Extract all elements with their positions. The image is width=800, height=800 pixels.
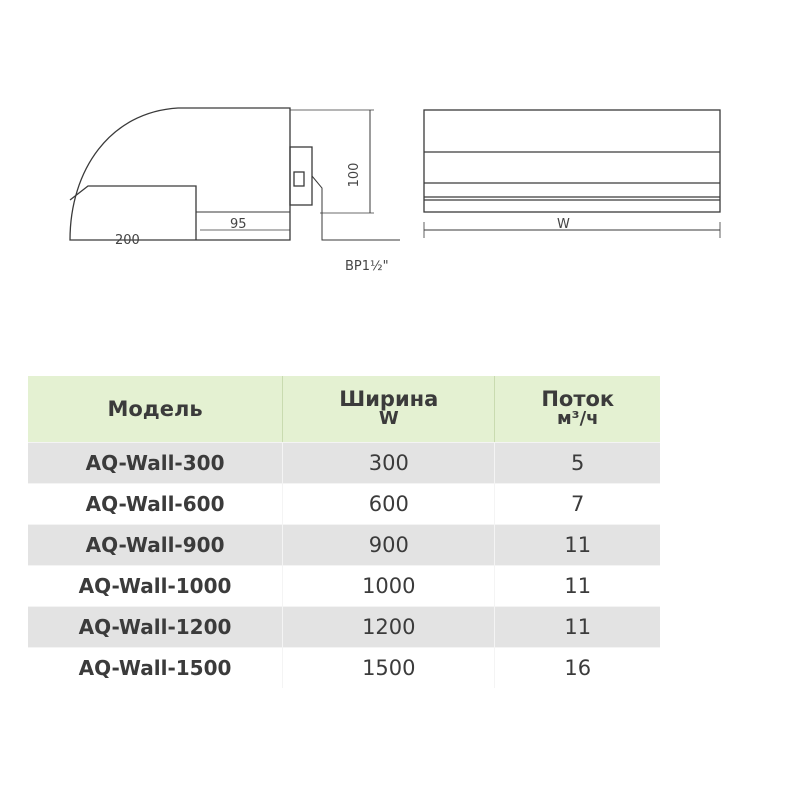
header-width xyxy=(282,376,494,442)
width-cell: 300 xyxy=(282,442,494,483)
dim-depth-label: 200 xyxy=(115,233,140,248)
width-cell: 1500 xyxy=(282,647,494,688)
table-row xyxy=(28,524,660,565)
flow-cell: 11 xyxy=(494,565,660,606)
table-header-row xyxy=(28,376,660,442)
nozzle-slot xyxy=(70,186,196,240)
header-flow-unit: м³/ч xyxy=(556,408,599,429)
spec-table xyxy=(28,376,660,688)
header-flow-label: Поток xyxy=(541,387,615,411)
flow-cell: 5 xyxy=(494,442,660,483)
header-width-label: Ширина xyxy=(339,387,439,411)
width-cell: 600 xyxy=(282,483,494,524)
flow-cell: 7 xyxy=(494,483,660,524)
connector-fitting xyxy=(290,147,312,205)
flow-cell: 11 xyxy=(494,524,660,565)
width-cell: 1200 xyxy=(282,606,494,647)
width-cell: 1000 xyxy=(282,565,494,606)
model-cell: AQ-Wall-600 xyxy=(28,483,282,524)
model-cell: AQ-Wall-900 xyxy=(28,524,282,565)
model-cell: AQ-Wall-1200 xyxy=(28,606,282,647)
table-row xyxy=(28,565,660,606)
model-cell: AQ-Wall-1500 xyxy=(28,647,282,688)
table-row xyxy=(28,606,660,647)
thread-label: ВР1½" xyxy=(345,259,389,274)
technical-drawing xyxy=(0,0,800,300)
header-flow xyxy=(494,376,660,442)
flow-cell: 16 xyxy=(494,647,660,688)
flow-cell: 11 xyxy=(494,606,660,647)
width-cell: 900 xyxy=(282,524,494,565)
side-view-outline xyxy=(70,108,290,240)
header-model-label: Модель xyxy=(107,397,203,421)
header-model xyxy=(28,376,282,442)
model-cell: AQ-Wall-300 xyxy=(28,442,282,483)
front-view xyxy=(424,110,720,238)
dim-width-label: W xyxy=(557,217,570,232)
header-width-unit: W xyxy=(378,408,399,429)
table-row xyxy=(28,442,660,483)
dim-outlet-label: 95 xyxy=(230,217,247,232)
dim-height-label: 100 xyxy=(347,162,362,188)
table-row xyxy=(28,647,660,688)
table-row xyxy=(28,483,660,524)
model-cell: AQ-Wall-1000 xyxy=(28,565,282,606)
